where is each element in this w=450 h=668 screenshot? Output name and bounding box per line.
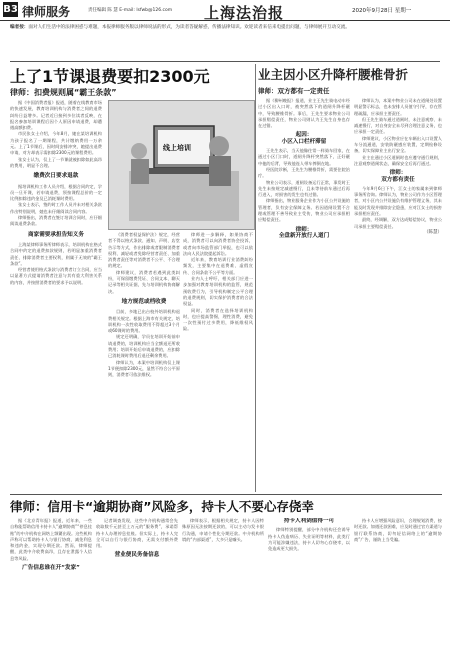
page-number-badge: B3 bbox=[3, 4, 18, 15]
right-article-headline: 业主因小区升降杆腰椎骨折 bbox=[258, 67, 409, 82]
bottom-article-col2 bbox=[96, 518, 178, 664]
subheading: 缴费次日要求退款 bbox=[33, 173, 79, 180]
section-title: 律师服务 bbox=[22, 5, 71, 19]
left-article-col3 bbox=[183, 232, 253, 492]
bottom-article-col3 bbox=[182, 518, 264, 664]
photo-screen-sign: 线上培训 bbox=[163, 144, 191, 152]
online-training-illustration bbox=[109, 101, 254, 229]
paragraph: 上海某律师事务所律师表示，培训机构在格式合同中约定的退费扣款规则，若明显加重消费者责任、排除消费者主要权利，则属于无效的“霸王条款”。 bbox=[10, 241, 102, 266]
subheading: 小区入口栏杆滞留 bbox=[281, 138, 327, 145]
article-author: （陈慧） bbox=[424, 229, 442, 235]
left-article-subheadline: 律师：扣费规则属“霸王条款” bbox=[10, 88, 117, 97]
editor-note-label: 编者按： bbox=[10, 25, 29, 30]
article-photo bbox=[108, 100, 255, 230]
paragraph: 王先生表示，当天他像往常一样骑车回家，在通过小区门口时，道闸升降杆突然落下，正好砸中他的后背，导致他连人带车摔倒在地。 bbox=[258, 148, 350, 166]
paragraph: 据培训机构工作人员介绍，根据合同约定，学员一旦开课，若申请退费，须按课程总价的一定比例扣除违约金及已消耗课时费用。 bbox=[10, 183, 102, 202]
subheading: 持卡人利剑值得一可 bbox=[283, 518, 335, 524]
paragraph: 律师特别提醒，部分中介机构还会诱导持卡人伪造病历、失业证明等材料，此类行为可能涉嫌违法，持卡人切勿心存侥幸，以免造成更大损失。 bbox=[268, 527, 350, 552]
bottom-divider bbox=[10, 494, 442, 495]
paragraph: 律师认为，本案中物业公司未在道闸处设置明显警示标志，也未安排人员值守引导，存在管理疏漏，应承担主要责任。 bbox=[354, 98, 442, 116]
left-article-col2 bbox=[108, 232, 180, 492]
paragraph: 律师进一步解释，如果协商不成，消费者可以向消费者协会投诉，或者向市场监管部门举报，也可以依法向人民法院提起诉讼。 bbox=[183, 232, 253, 256]
subheading: 全盘新开放行人道门 bbox=[278, 232, 330, 239]
paragraph: 《消费者权益保护法》规定，经营者不得以格式条款、通知、声明、店堂告示等方式，作出排除或者限制消费者权利、减轻或者免除经营者责任、加重消费者责任等对消费者不公平、不合理的规定。 bbox=[108, 232, 180, 269]
issue-date: 2020年9月28日 星期一 bbox=[352, 8, 412, 14]
paragraph: 但王先生骑车通过道闸时，未注意观察、未减速慢行，对自身安全未尽到合理注意义务，也应承担一定责任。 bbox=[354, 116, 442, 135]
paragraph: 今年9月6日下午，江女士的家属来到律师事务所咨询。律师认为，物业公司作为小区管理者，对小区内公共设施负有维护管理义务，其未能及时发现并排除安全隐患，应对江女士的损害承担相应责任。 bbox=[354, 185, 442, 217]
editor-note-text: 面对人们生活中的法律困惑与难题，本报律师服务版以律师说法的形式，为读者答疑解惑，传播法律知识。欢迎读者来信来电提出问题，与律师展开互动交流。 bbox=[28, 25, 350, 30]
paragraph: 经医院诊断，王先生为腰椎骨折，需要住院治疗。 bbox=[258, 166, 350, 179]
paragraph: 律师指出，物业服务企业作为小区公共设施的管理者，负有安全保障义务。若因道闸设置不合理或管理不善导致业主受伤，物业公司应承担相应赔偿责任。 bbox=[258, 198, 350, 223]
right-article-col2 bbox=[354, 98, 442, 492]
paragraph: 据《柳州晚报》报道，业主王先生骑电动车经过小区出入口时，被突然落下的道闸升降杆砸中，导致腰椎骨折。事后，王先生要求物业公司承担赔偿责任，物业公司则认为王先生自身也存在过错。 bbox=[258, 98, 350, 129]
subheading: 起因： bbox=[295, 132, 313, 139]
subheading: 广告信息谁在开“发家” bbox=[22, 565, 80, 572]
paragraph: 物业公司表示，道闸设备运行正常，事发时王先生未按规定减速慢行，且未等待前车通过后再行进入，对损害的发生也有过错。 bbox=[258, 179, 350, 198]
paragraph: 持卡人应增强风险意识，合理规划消费，按时还款。如遇还款困难，应及时通过官方渠道与银行联系协商，切勿轻信网络上的“逾期协商”广告，谨防上当受骗。 bbox=[354, 518, 442, 542]
right-article-subheadline: 律师：双方都有一定责任 bbox=[258, 87, 330, 95]
bottom-article-col1 bbox=[10, 518, 92, 664]
paragraph: 据《中国消费者报》报道，随着在线教育市场的快速发展，教育培训机构与消费者之间的退费纠纷日益增多。记者近日接到多位读者反映，在报名参加培训课程后因个人原因申请退费，却遭遇高额扣费。 bbox=[10, 100, 102, 131]
paragraph: 律师指出，消费者在签订培训合同时，应仔细阅读退费条款。 bbox=[10, 215, 102, 227]
intro-divider bbox=[10, 61, 440, 62]
bottom-article-headline: 律师：信用卡“逾期协商”风险多，持卡人不要心存侥幸 bbox=[10, 499, 314, 514]
editor-info: 责任编辑 陈 慧 E-mail: lsfwb@126.com bbox=[88, 8, 173, 13]
subheading: 商家需要承担告知义务 bbox=[28, 231, 84, 238]
paragraph: 业主在通过小区道闸时也应遵守通行规则，注意观察道闸状态，确保安全后再行通过。 bbox=[354, 154, 442, 166]
paragraph: 张女士表示，签约时工作人员并未对相关条款作出特别说明，她也未仔细阅读合同内容。 bbox=[10, 202, 102, 214]
paragraph: 业内人士呼吁，相关部门应进一步加强对教育培训机构的监管，规范预收费行为，引导机构制定公平合理的退费规则，切实保护消费者的合法权益。 bbox=[183, 276, 253, 307]
subheading: 律师： bbox=[389, 170, 407, 177]
paragraph: 据《北京青年报》报道，近年来，一些自称能帮助信用卡持卡人“逾期协商”“停息挂账”的中介机构在网络上频繁出现。这些机构声称可以帮助持卡人与银行协商，减免利息和违约金，实现分期还款。然而，律师提醒，此类中介收费高昂，且存在泄露个人信息等风险。 bbox=[10, 518, 92, 561]
paragraph: 律师表示，根据相关规定，持卡人因特殊原因无法按期还款的，可以主动与发卡银行沟通，申请个性化分期还款。中介机构所谓的“内部渠道”，大多只是噱头。 bbox=[182, 518, 264, 542]
paragraph: 张女士认为，仅上了一节课就被扣除如此高昂的费用，明显不合理。 bbox=[10, 156, 102, 168]
left-article-col1 bbox=[10, 100, 102, 492]
bottom-article-col5 bbox=[354, 518, 442, 664]
paragraph: 最终，经调解，双方达成赔偿协议，物业公司承担主要赔偿责任。 bbox=[354, 217, 442, 229]
left-article-headline: 上了1节课退费要扣2300元 bbox=[10, 67, 210, 86]
editor-note bbox=[10, 24, 440, 62]
subheading: 双方都有责任 bbox=[381, 176, 415, 183]
column-divider bbox=[255, 64, 256, 492]
paragraph: 市民张女士介绍，今年8月，她在某培训机构为孩子报名了一期课程，共计缴纳费用一万余元。上了1节课后，因时间安排冲突，她提出退费申请，对方却表示需扣除2300元的课程费用。 bbox=[10, 131, 102, 156]
right-article-col1 bbox=[258, 98, 350, 492]
paragraph: 记者调查发现，这些中介机构通常会先收取数千元甚至上万元的“服务费”，承诺帮持卡人办理停息挂账。但实际上，持卡人完全可以自行与银行协商，无需支付额外费用。 bbox=[96, 518, 178, 549]
subheading: 律师： bbox=[295, 226, 313, 233]
paragraph: 近年来，教育培训行业消费纠纷频发，主要集中在退费难、虚假宣传、合同条款不公平等方面。 bbox=[183, 257, 253, 275]
paragraph: 规定还明确，学员在培训开始前申请退费的，培训机构应当全额退还所收费用；培训开始后申请退费的，应扣除已消耗课时费用后退还剩余费用。 bbox=[108, 334, 180, 359]
paragraph: 律师认为，本案中培训机构仅上课1节便扣除2300元，显然不符合公平原则，消费者可依法维权。 bbox=[108, 359, 180, 378]
paragraph: 目前，多地已出台校外培训机构退费相关规定。根据上海市有关规定，培训机构一次性收取费用不得超过3个月或60课时的费用。 bbox=[108, 309, 180, 334]
paragraph: 律师建议，消费者若遇到此类纠纷，可保留缴费凭证、合同文本、聊天记录等相关证据，先与培训机构协商解决。 bbox=[108, 269, 180, 294]
paragraph: 同时，消费者在选择培训机构时，也应提高警惕，理性消费，避免一次性预付过多费用，降低维权风险。 bbox=[183, 307, 253, 332]
newspaper-masthead: 上海法治报 bbox=[204, 4, 285, 22]
bottom-article-col4 bbox=[268, 518, 350, 664]
subheading: 地方规范或档收费 bbox=[121, 298, 167, 305]
paragraph: 经营者使用格式条款与消费者订立合同，应当以显著方式提请消费者注意与其有重大利害关系的内容，并按照消费者的要求予以说明。 bbox=[10, 267, 102, 285]
subheading: 营业便民务备信息 bbox=[114, 552, 160, 559]
paragraph: 律师建议，小区物业应在车辆出入口设置人车分流通道，安装防砸感应装置，定期检修设备，切实保障业主出行安全。 bbox=[354, 135, 442, 154]
